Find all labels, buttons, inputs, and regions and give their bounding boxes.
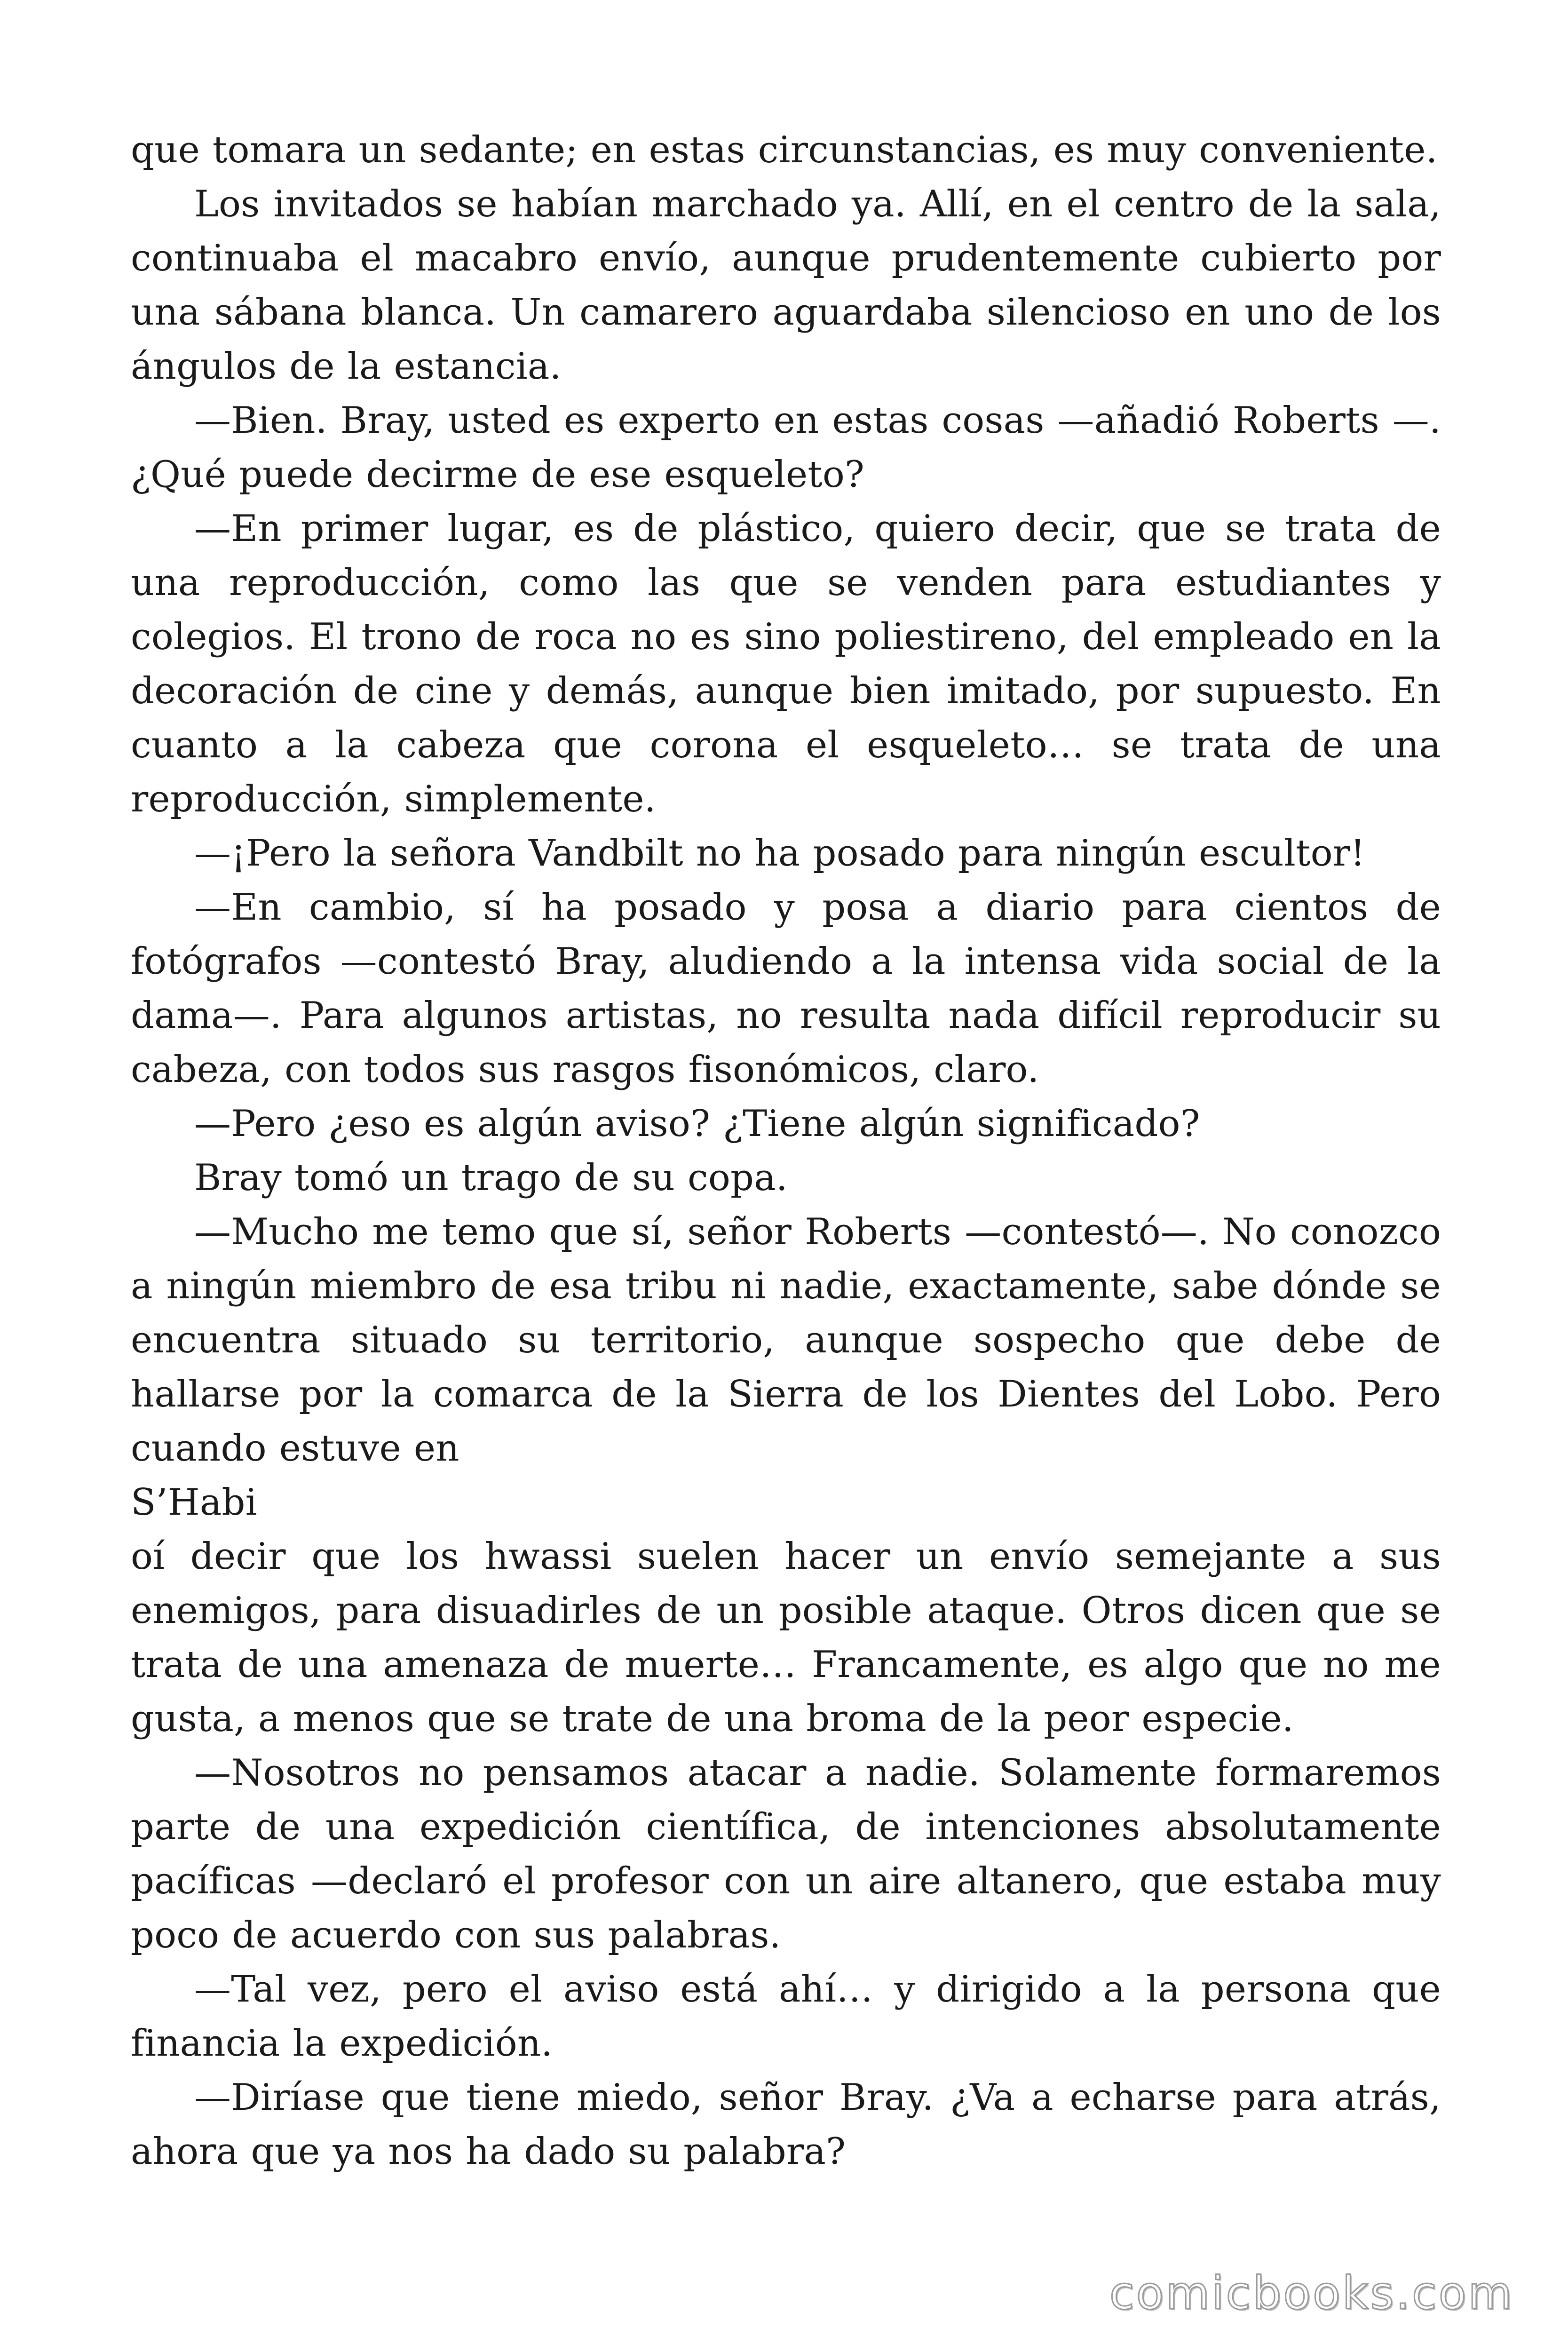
paragraph: —Diríase que tiene miedo, señor Bray. ¿Va a echarse para atrás, ahora que ya nos ha dado su palabra? xyxy=(131,2076,1441,2173)
paragraph: Los invitados se habían marchado ya. Allí, en el centro de la sala, continuaba el macabro envío, aunque prudentemente cubierto por una sábana blanca. Un camarero aguardaba silencioso en uno de los ángulos de la estancia. xyxy=(131,183,1441,388)
paragraph: —Mucho me temo que sí, señor Roberts —contestó—. No conozco a ningún miembro de esa tribu ni nadie, exactamente, sabe dónde se encuentra situado su territorio, aunque sospecho que debe de hallarse por la comarca de la Sierra de los Dientes del Lobo. Pero cuando estuve en xyxy=(131,1211,1441,1470)
paragraph: oí decir que los hwassi suelen hacer un envío semejante a sus enemigos, para disuadirles de un posible ataque. Otros dicen que se trata de una amenaza de muerte… Francamente, es algo que no me gusta, a menos que se trate de una broma de la peor especie. xyxy=(131,1535,1441,1740)
paragraph: —Bien. Bray, usted es experto en estas cosas —añadió Roberts —. ¿Qué puede decirme de ese esqueleto? xyxy=(131,399,1441,496)
paragraph: S’Habi xyxy=(131,1481,257,1524)
paragraph: —Tal vez, pero el aviso está ahí… y dirigido a la persona que financia la expedición. xyxy=(131,1968,1441,2065)
page-body xyxy=(131,123,1441,2179)
paragraph: —Nosotros no pensamos atacar a nadie. Solamente formaremos parte de una expedición científica, de intenciones absolutamente pacíficas —declaró el profesor con un aire altanero, que estaba muy poco de acuerdo con sus palabras. xyxy=(131,1752,1441,1956)
paragraph: —Pero ¿eso es algún aviso? ¿Tiene algún significado? xyxy=(194,1103,1200,1145)
paragraph: que tomara un sedante; en estas circunstancias, es muy conveniente. xyxy=(131,129,1438,171)
paragraph: —¡Pero la señora Vandbilt no ha posado para ningún escultor! xyxy=(194,832,1365,874)
paragraph: —En primer lugar, es de plástico, quiero decir, que se trata de una reproducción, como las que se venden para estudiantes y colegios. El trono de roca no es sino poliestireno, del empleado en la decoración de cine y demás, aunque bien imitado, por supuesto. En cuanto a la cabeza que corona el esqueleto… se trata de una reproducción, simplemente. xyxy=(131,508,1441,820)
watermark: comicbooks.com xyxy=(1109,2267,1514,2320)
paragraph: —En cambio, sí ha posado y posa a diario para cientos de fotógrafos —contestó Bray, aludiendo a la intensa vida social de la dama—. Para algunos artistas, no resulta nada difícil reproducir su cabeza, con todos sus rasgos fisonómicos, claro. xyxy=(131,886,1441,1091)
paragraph: Bray tomó un trago de su copa. xyxy=(194,1157,788,1199)
